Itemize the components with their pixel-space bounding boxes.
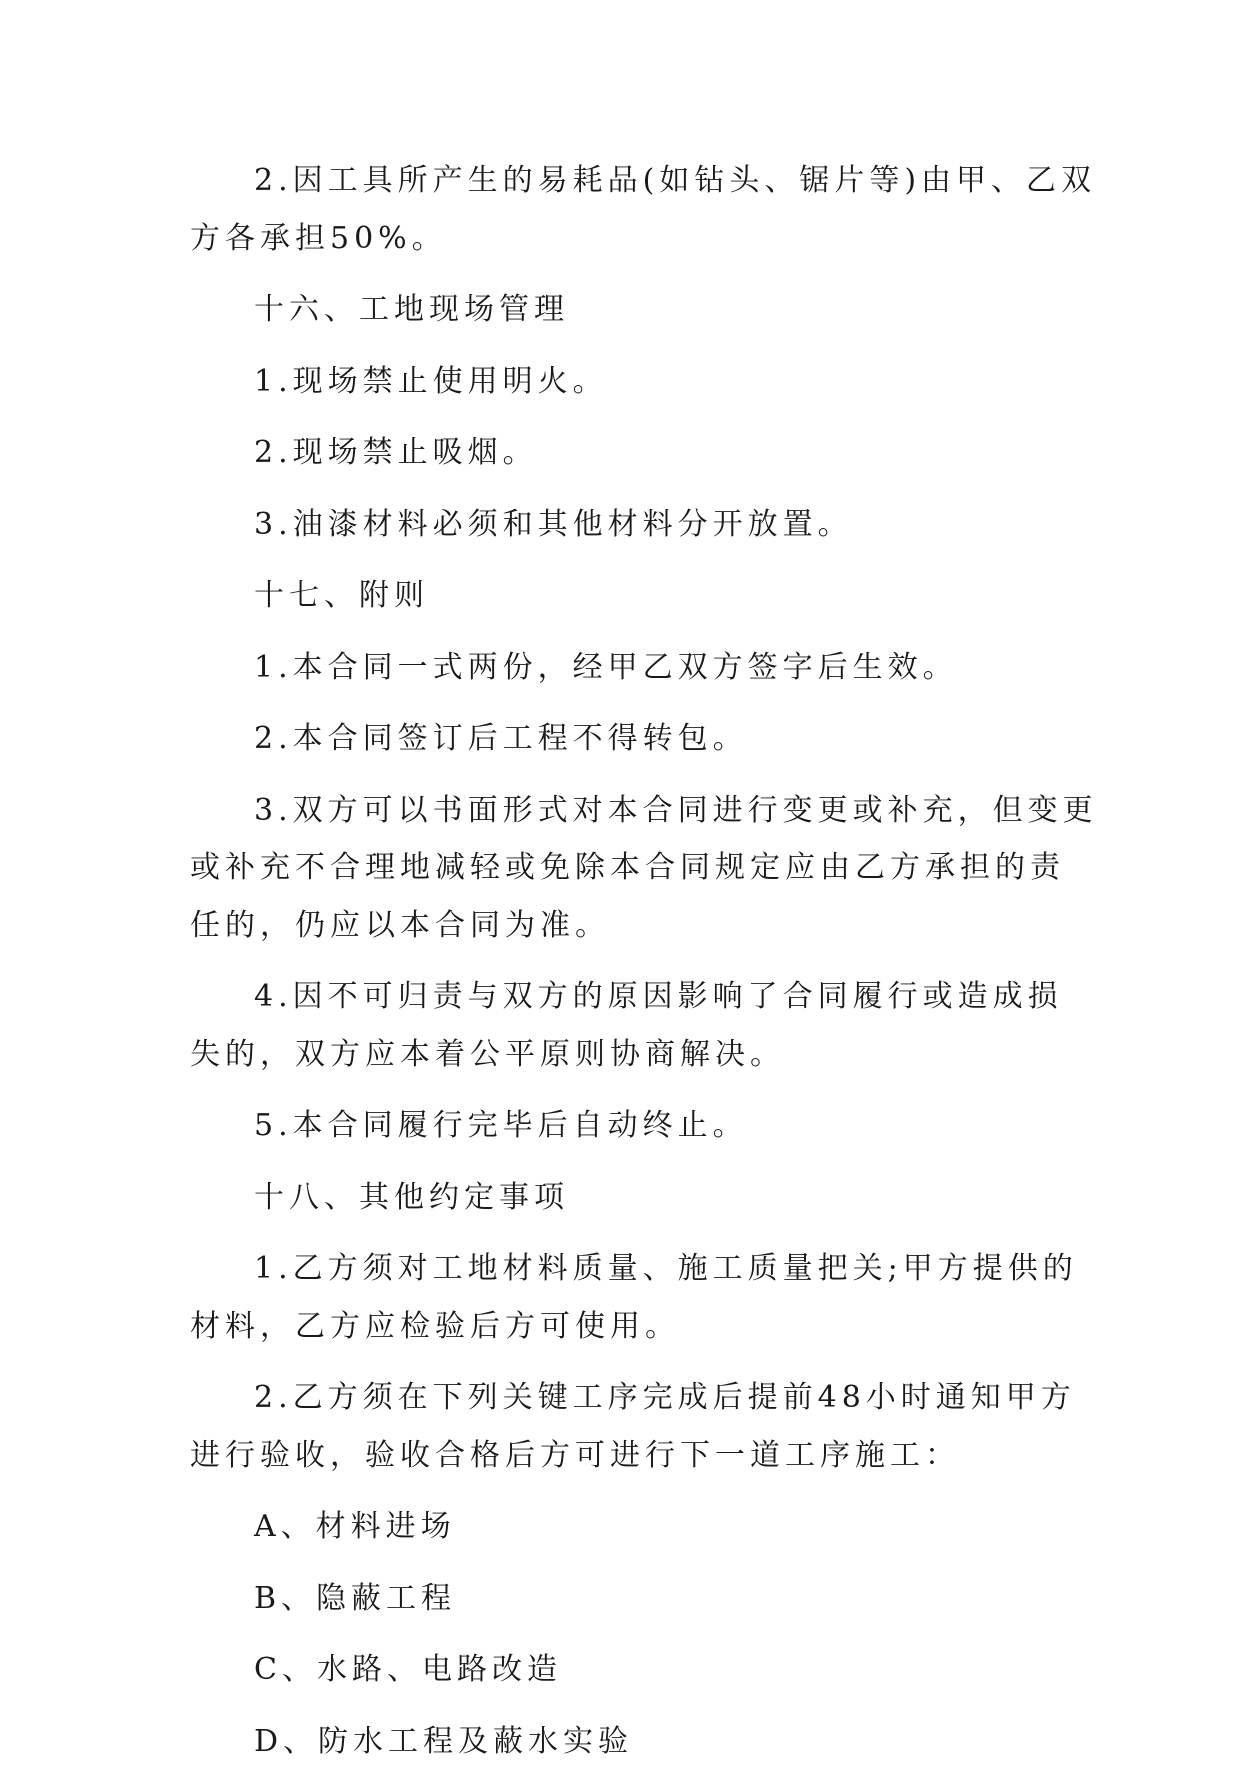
- paragraph-line: 2.现场禁止吸烟。: [254, 435, 538, 470]
- paragraph: [190, 968, 1063, 1083]
- section-heading-text: 十六、工地现场管理: [254, 292, 569, 327]
- paragraph: [190, 710, 1050, 768]
- paragraph: [190, 424, 1050, 482]
- paragraph-line: 2.因工具所产生的易耗品(如钻头、锯片等)由甲、乙双: [254, 163, 1097, 198]
- paragraph-line: 5.本合同履行完毕后自动终止。: [254, 1108, 748, 1143]
- paragraph-line: 3.双方可以书面形式对本合同进行变更或补充，但变更: [254, 792, 1098, 828]
- paragraph-line: 2.本合同签订后工程不得转包。: [254, 721, 748, 756]
- paragraph-line: 进行验收，验收合格后方可进行下一道工序施工：: [190, 1437, 960, 1473]
- paragraph-line: 3.油漆材料必须和其他材料分开放置。: [254, 506, 853, 542]
- paragraph-line: 或补充不合理地减轻或免除本合同规定应由乙方承担的责: [190, 850, 1065, 885]
- list-item: [190, 1641, 1050, 1699]
- paragraph: [190, 353, 1050, 411]
- section-heading: [190, 567, 1050, 625]
- list-item-text: D、防水工程及蔽水实验: [254, 1723, 634, 1759]
- section-heading-text: 十七、附则: [254, 578, 429, 613]
- list-item: [190, 1498, 1050, 1556]
- paragraph-line: 4.因不可归责与双方的原因影响了合同履行或造成损: [254, 979, 1063, 1014]
- paragraph-line: 失的，双方应本着公平原则协商解决。: [190, 1036, 785, 1072]
- section-heading: [190, 1169, 1050, 1227]
- list-item: [190, 1713, 1050, 1771]
- paragraph-line: 1.现场禁止使用明火。: [254, 363, 608, 399]
- list-item: [190, 1570, 1050, 1628]
- paragraph-line: 材料，乙方应检验后方可使用。: [190, 1308, 680, 1344]
- paragraph: [190, 152, 1097, 267]
- paragraph-line: 任的，仍应以本合同为准。: [190, 907, 610, 943]
- document-body: [190, 152, 1098, 1784]
- paragraph: [190, 1240, 1078, 1355]
- paragraph-line: 2.乙方须在下列关键工序完成后提前48小时通知甲方: [254, 1380, 1076, 1415]
- paragraph-line: 1.乙方须对工地材料质量、施工质量把关;甲方提供的: [254, 1251, 1078, 1286]
- paragraph: [190, 1369, 1076, 1484]
- section-heading: [190, 281, 1050, 339]
- section-heading-text: 十八、其他约定事项: [254, 1179, 569, 1215]
- list-item-text: B、隐蔽工程: [254, 1580, 457, 1616]
- list-item-text: C、水路、电路改造: [254, 1652, 562, 1687]
- paragraph: [190, 782, 1098, 955]
- paragraph-line: 方各承担50%。: [190, 220, 447, 256]
- paragraph-line: 1.本合同一式两份，经甲乙双方签字后生效。: [254, 649, 958, 685]
- paragraph: [190, 639, 1050, 697]
- paragraph: [190, 1097, 1050, 1155]
- list-item-text: A、材料进场: [254, 1509, 456, 1544]
- paragraph: [190, 496, 1050, 554]
